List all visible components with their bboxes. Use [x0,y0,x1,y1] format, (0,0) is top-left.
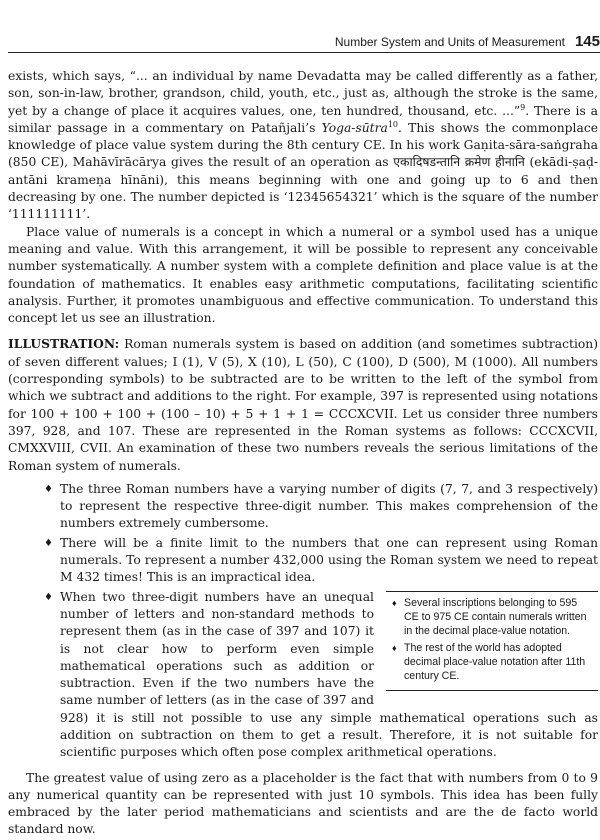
footnote-ref-10: 10 [387,119,399,129]
paragraph-devadatta: exists, which says, “... an individual by name Devadatta may be called differently as a father, son, son-in-law, brother, grandson, child, youth, etc., just as, although the stroke is the same, yet by a change of place it acquires values, one, ten hundred, thousand, etc. ...”$^9$. There is a similar passage in a commentary on Patañjali’s Yoga-sūtra$^{10}$. This shows the commonplace knowledge of place value system during the 8th century CE. In his work Gaṇita-sāra-saṅgraha (850 CE), Mahāvīrācārya gives the result of an operation as एकादिषडन्तानि क्रमेण हीनानि (ekādi-ṣaḍ-antāni krameṇa hīnāni), this means beginning with one and going up to 6 and then decreasing by one. The number depicted is ‘12345654321’ which is the square of the number ‘111111111’. [8,69,599,222]
yoga-sutra-title: Yoga-sūtra [321,120,388,135]
paragraph-zero-placeholder: The greatest value of using zero as a placeholder is the fact that with numbers from 0 to 9 any numerical quantity can be represented with just 10 symbols. This idea has been fully embraced by the later period mathematicians and scientists and are the de facto world standard now. [8,770,598,837]
illustration-label: ILLUSTRATION: [8,336,120,352]
sidebar-note-box [386,591,598,691]
paragraph-illustration: ILLUSTRATION: Roman numerals system is based on addition (and sometimes subtraction) of seven different values; I (1), V (5), X (10), L (50), C (100), D (500), M (1000). All numbers (corresponding symbols) to be subtracted are to be written to the left of the symbol from which we subtract and additions to the right. For example, 397 is represented using notations for 100 + 100 + 100 + (100 – 10) + 5 + 1 + 1 = CCCXCVII. Let us consider three numbers 397, 928, and 107. These are represented in the Roman systems as follows: CCCXCVII, CMXXVIII, CVII. An examination of these two numbers reveals the serious limitations of the Roman system of numerals. [8,336,598,473]
paragraph-place-value: Place value of numerals is a concept in which a numeral or a symbol used has a unique meaning and value. With this arrangement, it will be possible to represent any conceivable number systematically. A number system with a complete definition and place value is at the foundation of mathematics. It enables easy arithmetic computations, facilitating scientific analysis. Further, it promotes unambiguous and effective communication. To understand this concept let us see an illustration. [8,224,598,326]
page-content [8,68,598,839]
list-item: ♦ ♦ Several inscriptions belonging to 595 CE to 975 CE contain numerals written in the decimal place-value notation. ♦ The rest of the world has adopted decimal place-value notation after 11th century CE. When two three-digit numbers have an unequal number of letters and non-standard methods to represent them (as in the case of 397 and 107) it is not clear how to perform even simple mathematical operations such as addition or subtraction. Even if the two numbers have the same number of letters (as in the case of 397 and 928) it is still not possible to use any simple mathematical operations such as addition on subtraction on them to get a result. Therefore, it is not suitable for scientific purposes which often pose complex arithmetical operations. [44,589,598,760]
list-item: ♦ The three Roman numbers have a varying number of digits (7, 7, and 3 respectively) to represent the respective three-digit number. This makes comprehension of the numbers extremely cumbersome. [44,481,598,531]
footnote-ref-9: 9 [520,102,526,112]
running-header [8,30,600,53]
diamond-bullet-icon: ♦ [44,537,53,549]
diamond-bullet-icon: ♦ [392,642,397,653]
limitations-list [8,481,598,762]
list-item: ♦ There will be a finite limit to the numbers that one can represent using Roman numerals. To represent a number 432,000 using the Roman system we need to repeat M 432 times! This is an impractical idea. [44,535,598,585]
header-title: Number System and Units of Measurement [334,35,565,49]
sidebar-note-item: ♦ Several inscriptions belonging to 595 CE to 975 CE contain numerals written in the decimal place-value notation. [392,596,587,637]
diamond-bullet-icon: ♦ [392,597,397,608]
sidebar-note-item: ♦ The rest of the world has adopted decimal place-value notation after 11th century CE. [392,641,586,682]
page-number: 145 [574,33,600,50]
diamond-bullet-icon: ♦ [44,483,53,495]
diamond-bullet-icon: ♦ [44,591,53,603]
